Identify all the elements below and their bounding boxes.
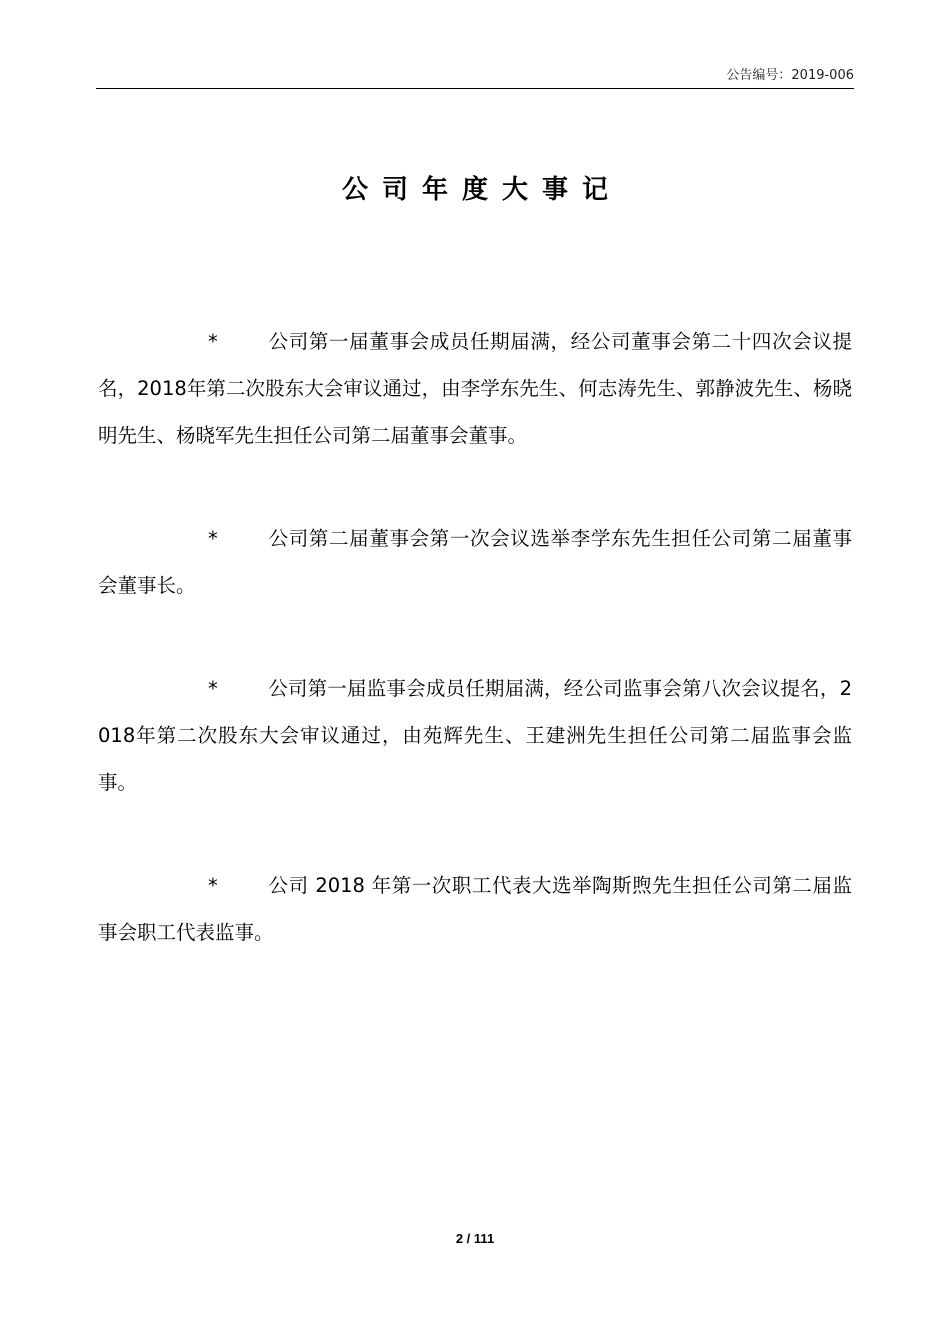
page-separator: / (466, 1231, 471, 1246)
event-list (98, 318, 852, 1012)
page-header (96, 66, 854, 89)
bullet-marker: * (208, 874, 218, 897)
event-item (98, 862, 852, 956)
event-text: 公司第一届监事会成员任期届满，经公司监事会第八次会议提名，2018年第二次股东大会审议通过，由苑辉先生、王建洲先生担任公司第二届监事会监事。 (98, 677, 852, 794)
bullet-marker: * (208, 677, 218, 700)
current-page-number: 2 (455, 1231, 464, 1246)
page-title: 公司年度大事记 (341, 175, 622, 205)
bullet-marker: * (208, 330, 218, 353)
event-item (98, 318, 852, 459)
announcement-number: 公告编号：2019-006 (726, 68, 854, 83)
event-text: 公司第二届董事会第一次会议选举李学东先生担任公司第二届董事会董事长。 (98, 527, 852, 597)
page-footer (96, 1230, 854, 1248)
bullet-marker: * (208, 527, 218, 550)
event-text: 公司第一届董事会成员任期届满，经公司董事会第二十四次会议提名，2018年第二次股东大会审议通过，由李学东先生、何志涛先生、郭静波先生、杨晓明先生、杨晓军先生担任公司第二届董事会董事。 (98, 330, 852, 447)
event-item (98, 665, 852, 806)
event-text: 公司 2018 年第一次职工代表大选举陶斯煦先生担任公司第二届监事会职工代表监事。 (98, 874, 852, 944)
total-pages: 111 (473, 1231, 495, 1246)
event-item (98, 515, 852, 609)
